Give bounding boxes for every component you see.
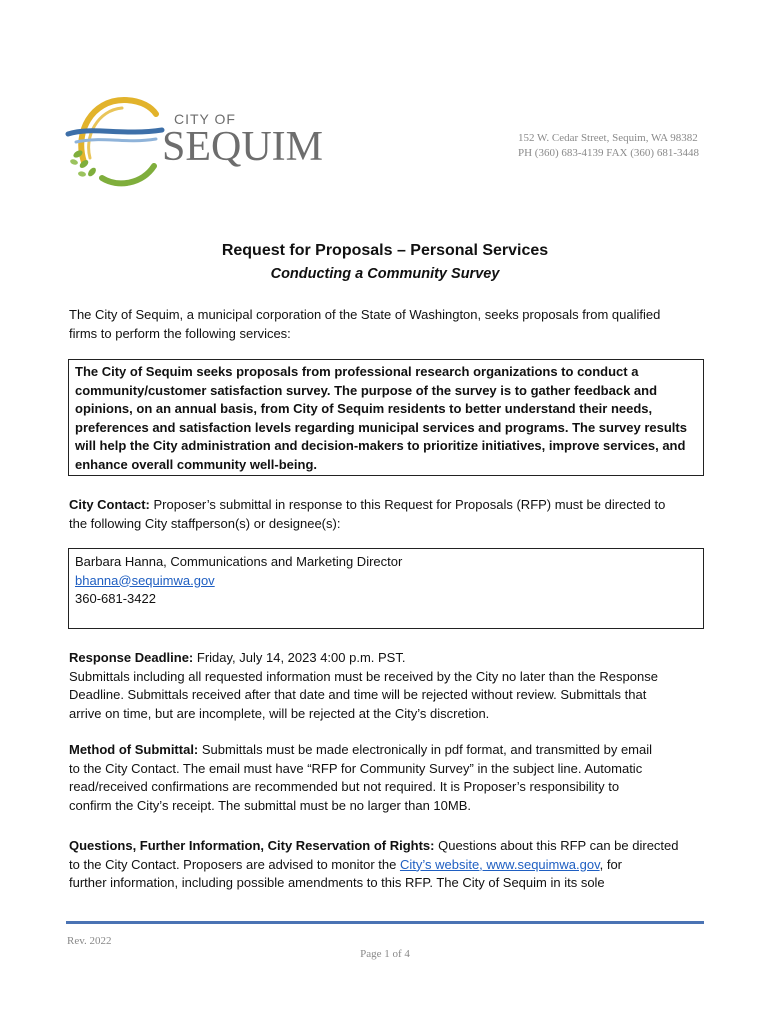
- scope-box: [68, 359, 704, 476]
- scope-line: The City of Sequim seeks proposals from professional research organizations to conduct a: [75, 364, 639, 379]
- city-contact-label: City Contact:: [69, 497, 150, 512]
- questions-paragraph: Questions, Further Information, City Reservation of Rights: Questions about this RFP can be directed to the City Contact. Proposers are advised to monitor the City’s website, www.sequimwa.gov, for further information, including possible amendments to this RFP. The City of Sequim in its sole: [69, 838, 679, 890]
- scope-line: will help the City administration and decision-makers to prioritize initiatives, improve services, and: [75, 438, 686, 453]
- phone-fax-line: PH (360) 683-4139 FAX (360) 681-3448: [518, 147, 699, 159]
- page-number: Page 1 of 4: [360, 948, 410, 960]
- document-subtitle: Conducting a Community Survey: [270, 266, 500, 282]
- scope-line: opinions, on an annual basis, from City of Sequim residents to better understand their needs,: [75, 401, 653, 416]
- questions-label: Questions, Further Information, City Reservation of Rights:: [69, 838, 435, 853]
- footer-divider: [66, 921, 704, 924]
- city-address: [518, 131, 718, 161]
- method-label: Method of Submittal:: [69, 742, 199, 757]
- scope-line: community/customer satisfaction survey. The purpose of the survey is to gather feedback and: [75, 382, 658, 398]
- method-paragraph: Method of Submittal: Submittals must be made electronically in pdf format, and transmitted by email to the City Contact. The email must have “RFP for Community Survey” in the subject line. Automatic read/received confirmations are recommended but not required. It is Proposer’s responsibility to confirm the City’s receipt. The submittal must be no larger than 10MB.: [69, 742, 653, 813]
- city-logo: [62, 92, 352, 192]
- contact-box: [68, 548, 704, 629]
- contact-name: Barbara Hanna, Communications and Marketing Director: [75, 554, 403, 569]
- scope-line: enhance overall community well-being.: [75, 456, 318, 472]
- response-deadline-paragraph: Response Deadline: Friday, July 14, 2023 4:00 p.m. PST. Submittals including all requested information must be received by the City no later than the Response Deadline. Submittals received after that date and time will be rejected without review. Submittals that arrive on time, but are incomplete, will be rejected at the City’s discretion.: [69, 650, 658, 721]
- contact-email-link[interactable]: bhanna@sequimwa.gov: [75, 572, 215, 588]
- city-of-sequim-logo-icon: [62, 92, 352, 192]
- document-title: Request for Proposals – Personal Services: [221, 242, 549, 259]
- address-line: 152 W. Cedar Street, Sequim, WA 98382: [518, 132, 698, 144]
- scope-line: preferences and satisfaction levels regarding municipal services and programs. The survey results: [75, 419, 687, 435]
- contact-phone: 360-681-3422: [75, 591, 156, 606]
- svg-text:SEQUIM: SEQUIM: [162, 124, 324, 170]
- revision-label: Rev. 2022: [67, 935, 112, 947]
- svg-text:CITY OF: CITY OF: [174, 111, 236, 127]
- response-deadline-label: Response Deadline:: [69, 650, 194, 665]
- city-contact-paragraph: City Contact: Proposer’s submittal in response to this Request for Proposals (RFP) must be directed to the following City staffperson(s) or designee(s):: [69, 497, 666, 531]
- intro-paragraph: The City of Sequim, a municipal corporation of the State of Washington, seeks proposals from qualified firms to perform the following services:: [69, 307, 661, 341]
- city-website-link[interactable]: City’s website, www.sequimwa.gov: [399, 856, 600, 872]
